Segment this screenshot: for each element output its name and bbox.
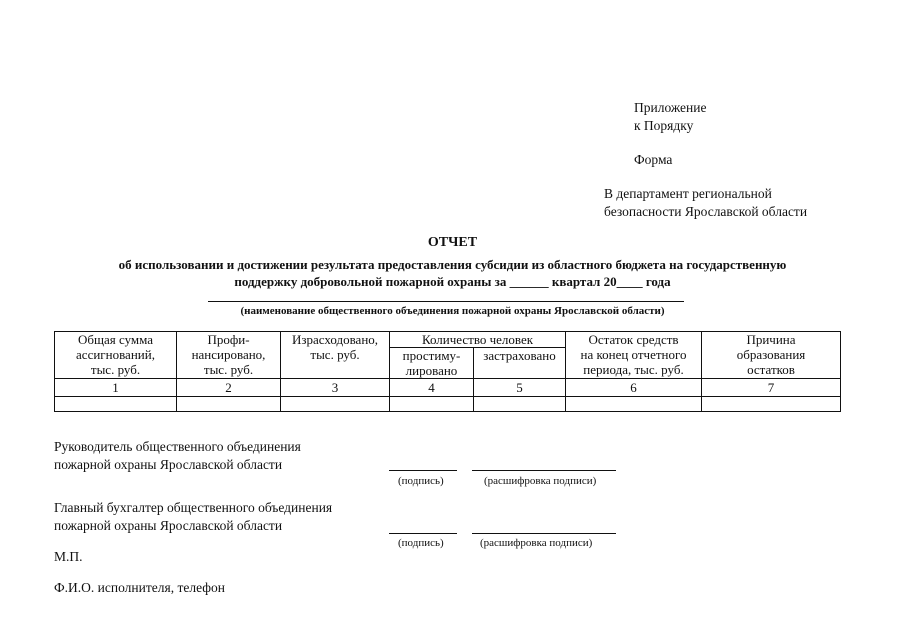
column-number: 1	[55, 379, 177, 397]
addressee-line-2: безопасности Ярославской области	[604, 204, 808, 219]
report-subtitle	[40, 256, 865, 290]
form-label: Форма	[634, 152, 673, 167]
addressee	[604, 185, 807, 221]
empty-cell[interactable]	[566, 397, 702, 412]
stamp-placeholder: М.П.	[54, 549, 83, 564]
column-number: 3	[281, 379, 390, 397]
executor-line: Ф.И.О. исполнителя, телефон	[54, 580, 225, 595]
header-balance: Остаток средств на конец отчетного периода, тыс. руб.	[566, 332, 702, 379]
appendix-line-1: Приложение	[634, 100, 707, 115]
head-signature-role: Руководитель общественного объединения пожарной охраны Ярославской области	[54, 439, 301, 472]
accountant-signature-role: Главный бухгалтер общественного объединения пожарной охраны Ярославской области	[54, 500, 333, 533]
organization-caption: (наименование общественного объединения пожарной охраны Ярославской области)	[240, 305, 665, 317]
empty-cell[interactable]	[281, 397, 390, 412]
report-table	[54, 331, 841, 412]
header-total-allocations: Общая сумма ассигнований, тыс. руб.	[55, 332, 177, 379]
header-insured: застраховано	[474, 348, 566, 379]
appendix-note	[634, 99, 706, 135]
header-people-count: Количество человек	[390, 332, 566, 348]
header-stimulated: простиму- лировано	[390, 348, 474, 379]
empty-cell[interactable]	[177, 397, 281, 412]
column-number: 7	[702, 379, 841, 397]
accountant-decode-caption: (расшифровка подписи)	[480, 537, 593, 549]
accountant-signature-line[interactable]	[389, 533, 457, 534]
header-spent: Израсходовано, тыс. руб.	[281, 332, 390, 379]
head-signature-caption: (подпись)	[398, 475, 444, 487]
column-number: 2	[177, 379, 281, 397]
head-decode-caption: (расшифровка подписи)	[484, 475, 597, 487]
addressee-line-1: В департамент региональной	[604, 186, 772, 201]
empty-cell[interactable]	[55, 397, 177, 412]
head-signature-line[interactable]	[389, 470, 457, 471]
column-number: 5	[474, 379, 566, 397]
empty-cell[interactable]	[474, 397, 566, 412]
empty-cell[interactable]	[702, 397, 841, 412]
subtitle-line-1: об использовании и достижении результата предоставления субсидии из областного бюджета на государственную	[118, 257, 787, 272]
header-financed: Профи- нансировано, тыс. руб.	[177, 332, 281, 379]
report-title: ОТЧЕТ	[427, 235, 478, 250]
organization-name-line	[208, 301, 684, 302]
accountant-signature-caption: (подпись)	[398, 537, 444, 549]
column-number: 6	[566, 379, 702, 397]
subtitle-line-2: поддержку добровольной пожарной охраны за ______ квартал 20____ года	[234, 274, 671, 289]
appendix-line-2: к Порядку	[634, 118, 694, 133]
header-reason: Причина образования остатков	[702, 332, 841, 379]
accountant-signature-decode-line[interactable]	[472, 533, 616, 534]
head-signature-decode-line[interactable]	[472, 470, 616, 471]
column-number: 4	[390, 379, 474, 397]
empty-cell[interactable]	[390, 397, 474, 412]
